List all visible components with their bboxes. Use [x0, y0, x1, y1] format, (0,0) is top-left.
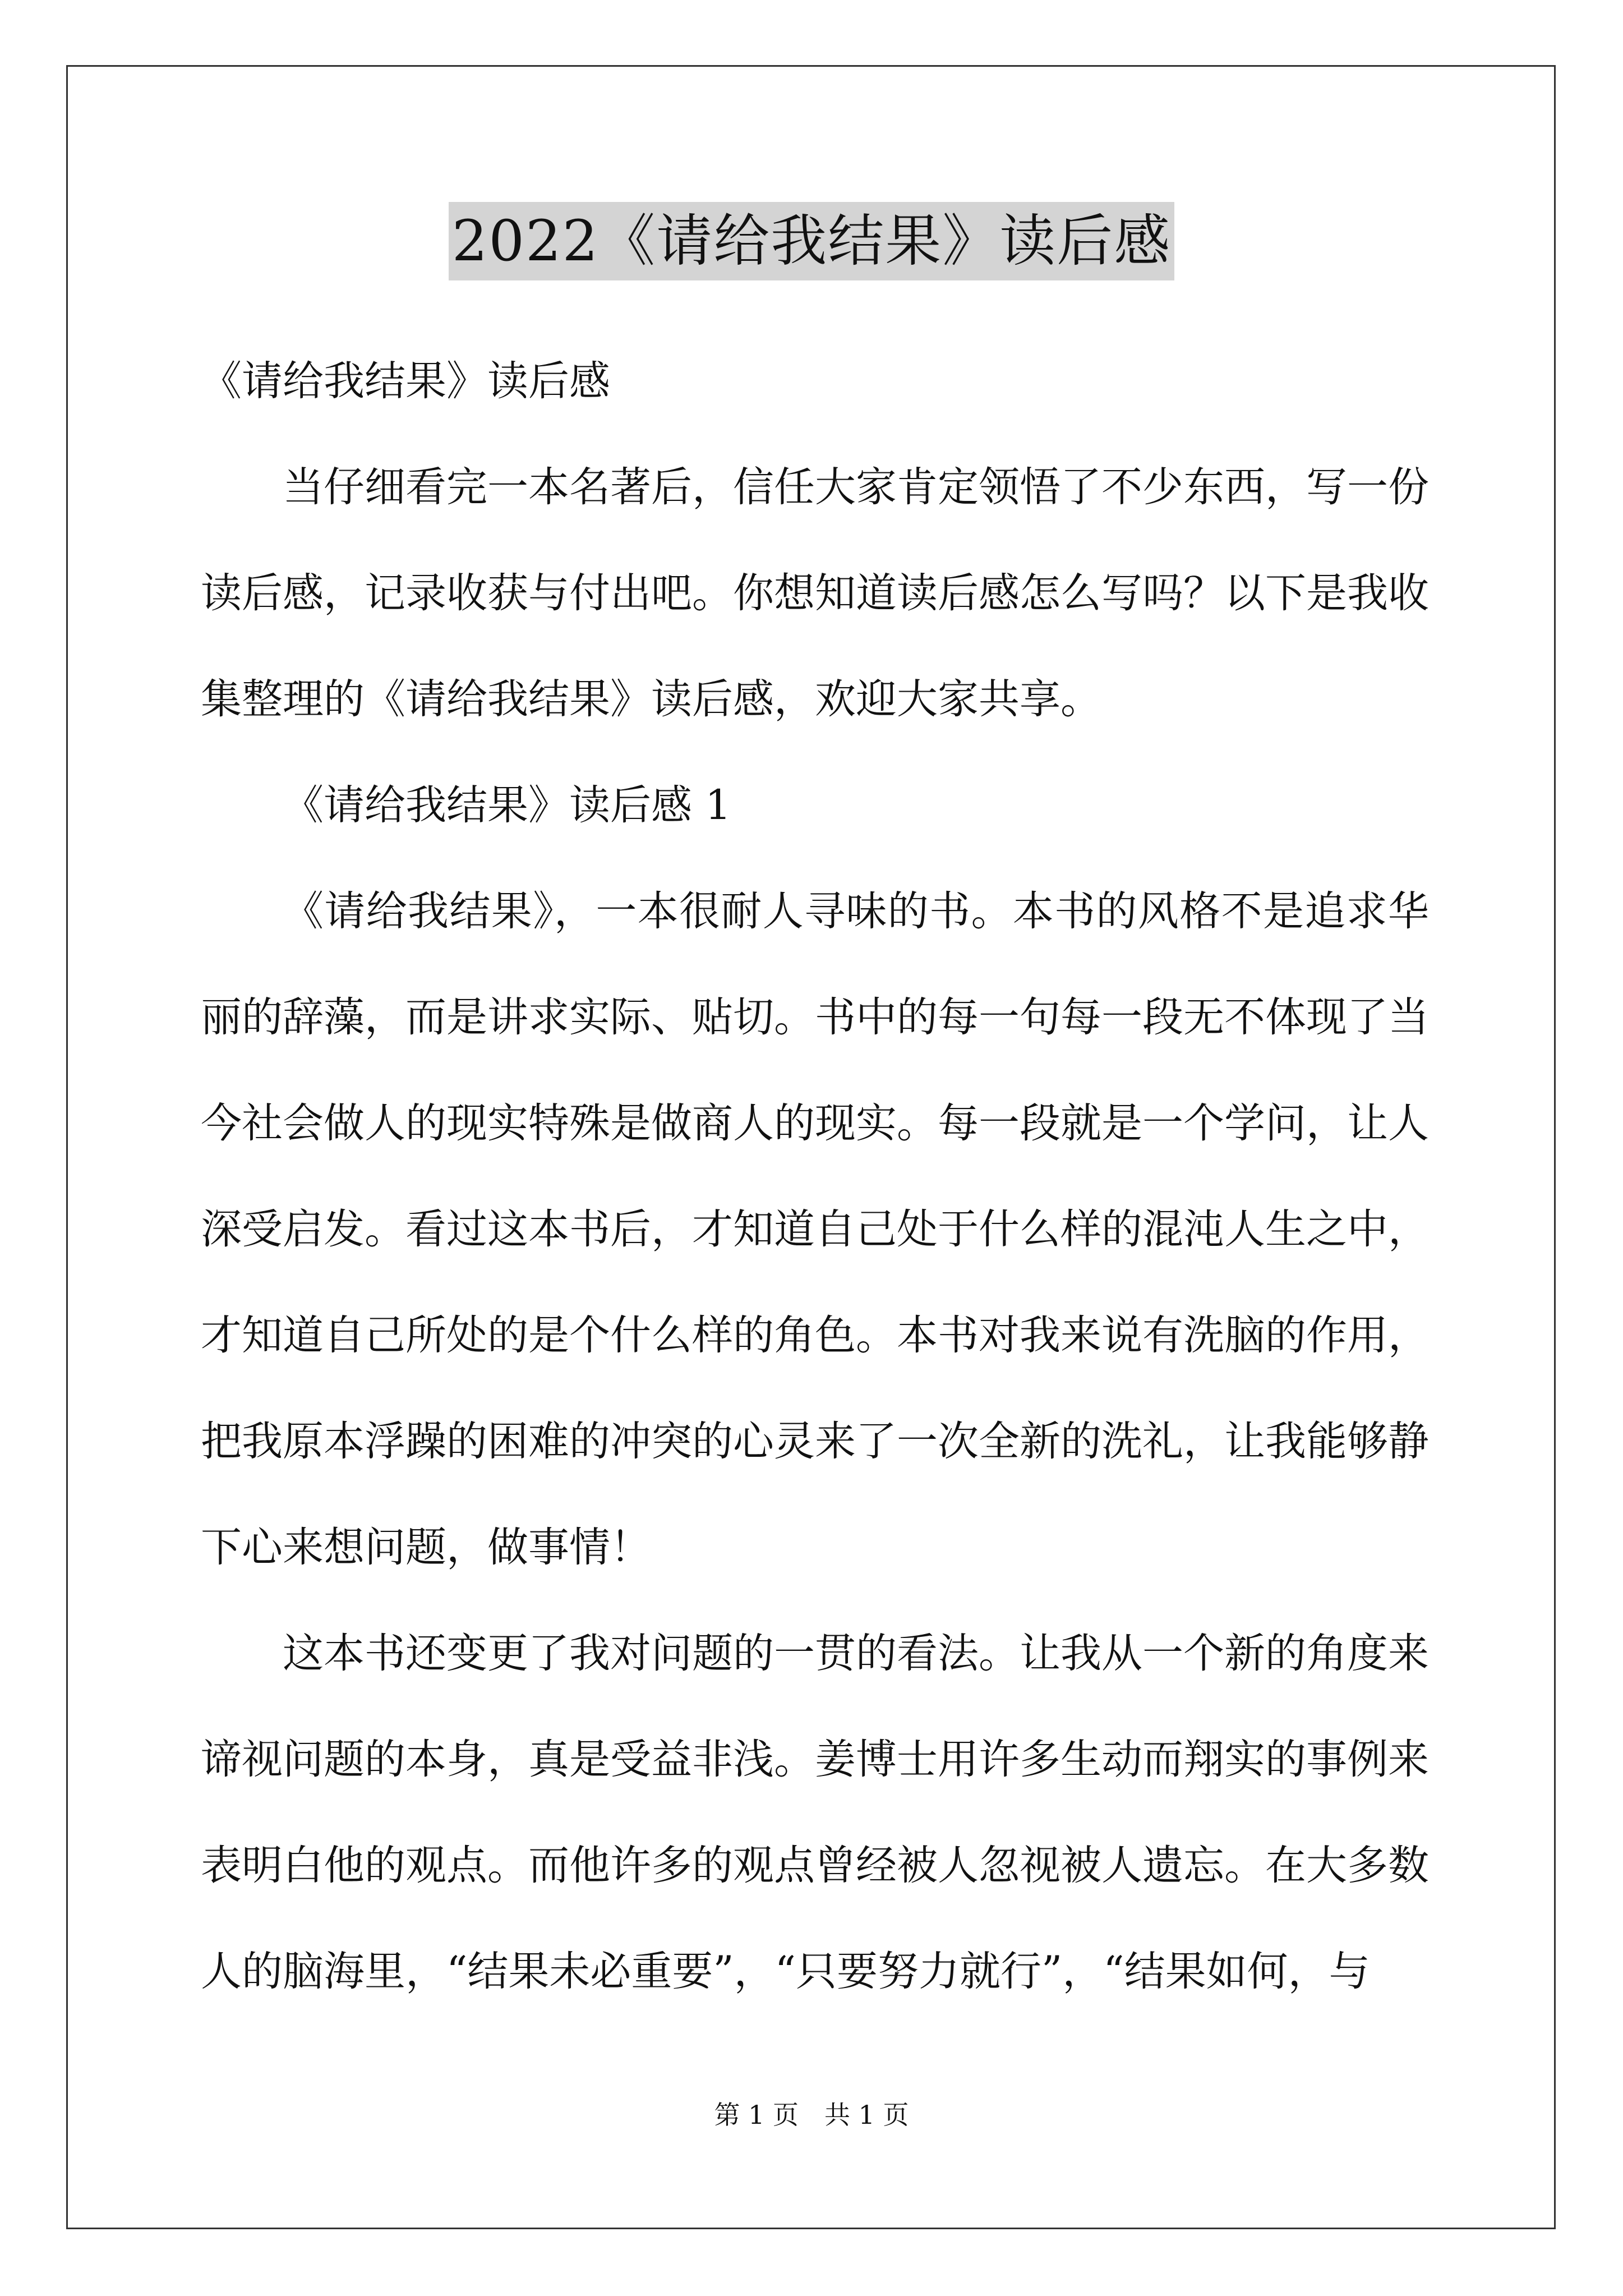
document-body [201, 328, 1429, 2024]
paragraph-body-2: 这本书还变更了我对问题的一贯的看法。让我从一个新的角度来谛视问题的本身，真是受益非浅。姜博士用许多生动而翔实的事例来表明白他的观点。而他许多的观点曾经被人忽视被人遗忘。在大多数人的脑海里，“结果未必重要”，“只要努力就行”，“结果如何，与 [201, 1630, 1429, 1995]
paragraph-subtitle: 《请给我结果》读后感 [201, 357, 610, 405]
title-container [0, 202, 1623, 280]
paragraph-body-1: 《请给我结果》，一本很耐人寻味的书。本书的风格不是追求华丽的辞藻，而是讲求实际、贴切。书中的每一句每一段无不体现了当今社会做人的现实特殊是做商人的现实。每一段就是一个学问，让人深受启发。看过这本书后，才知道自己处于什么样的混沌人生之中，才知道自己所处的是个什么样的角色。本书对我来说有洗脑的作用，把我原本浮躁的困难的冲突的心灵来了一次全新的洗礼，让我能够静下心来想问题，做事情！ [201, 887, 1429, 1571]
section-heading: 《请给我结果》读后感 1 [283, 781, 731, 829]
paragraph-intro: 当仔细看完一本名著后，信任大家肯定领悟了不少东西，写一份读后感，记录收获与付出吧。你想知道读后感怎么写吗？以下是我收集整理的《请给我结果》读后感，欢迎大家共享。 [201, 463, 1429, 723]
page-footer: 第 1 页 共 1 页 [714, 2100, 909, 2130]
document-title: 2022《请给我结果》读后感 [449, 202, 1175, 280]
